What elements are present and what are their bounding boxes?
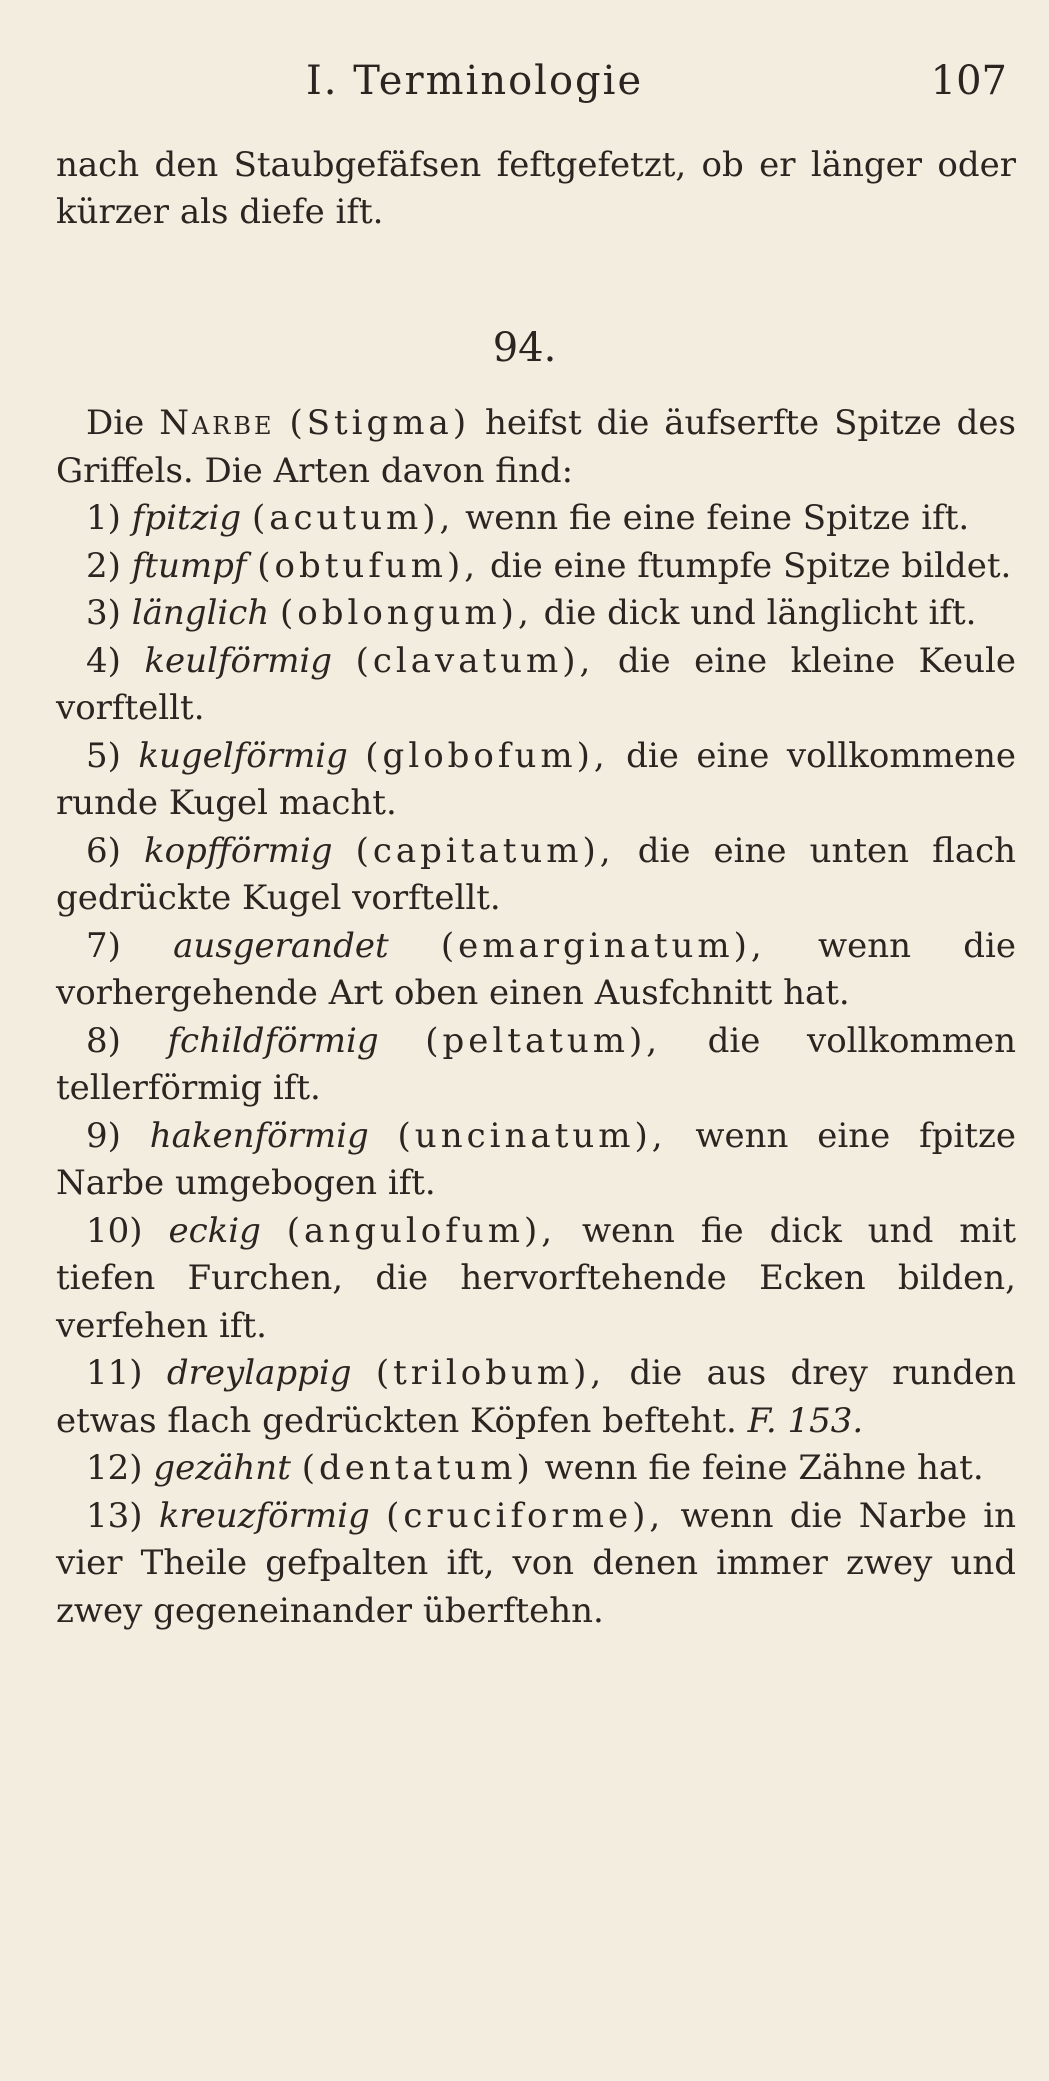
intro-paragraph: nach den Staubgefäfsen feftgefetzt, ob er länger oder kürzer als diefe ift. — [56, 145, 1016, 232]
list-item — [56, 828, 1016, 923]
item-text: die aus drey runden etwas flach gedrückten Köpfen befteht. — [56, 1353, 1016, 1441]
item-text: die vollkommen tellerförmig ift. — [56, 1020, 1016, 1108]
latin-term: (globofum), — [365, 735, 609, 776]
german-term: eckig — [168, 1210, 261, 1251]
german-term: fpitzig — [131, 498, 242, 538]
item-number: 6) — [86, 830, 121, 871]
german-term: hakenförmig — [149, 1115, 369, 1156]
list-item — [56, 1493, 1016, 1636]
latin-term: (obtufum), — [257, 545, 480, 586]
german-term: ftumpf — [131, 545, 247, 586]
german-term: keulförmig — [144, 640, 333, 681]
definition-term: Narbe — [159, 403, 275, 443]
item-text: wenn fie dick und mit tiefen Furchen, die hervorftehende Ecken bilden, verfehen ift. — [56, 1210, 1017, 1346]
german-term: kugelförmig — [138, 735, 348, 776]
german-term: gezähnt — [153, 1448, 291, 1488]
latin-term: (acutum), — [251, 498, 455, 538]
running-header — [0, 58, 1049, 108]
item-number: 5) — [86, 735, 121, 776]
item-number: 10) — [86, 1210, 143, 1251]
list-item — [56, 1018, 1016, 1113]
german-term: kopfförmig — [143, 830, 333, 871]
chapter-title: I. Terminologie — [306, 58, 644, 104]
item-text: wenn fie eine feine Spitze ift. — [465, 498, 970, 538]
list-item — [56, 590, 1016, 638]
definition-pre: Die — [86, 403, 145, 443]
item-number: 2) — [86, 545, 121, 586]
item-number: 11) — [86, 1353, 143, 1393]
item-text: die eine unten flach gedrückte Kugel vorftellt. — [56, 830, 1017, 918]
item-text: die dick und länglicht ift. — [543, 593, 977, 633]
item-number: 12) — [86, 1448, 143, 1488]
section-body — [56, 400, 1016, 1635]
stigma-types-list — [56, 495, 1016, 1635]
latin-term: (cruciforme), — [386, 1495, 665, 1536]
german-term: kreuzförmig — [158, 1495, 370, 1536]
item-number: 4) — [86, 640, 121, 681]
item-number: 7) — [86, 925, 121, 966]
list-item — [56, 1350, 1016, 1445]
german-term: fchildförmig — [167, 1020, 379, 1061]
item-text: die eine vollkommene runde Kugel macht. — [56, 735, 1016, 823]
latin-term: (clavatum), — [355, 640, 595, 681]
definition-latin: (Stigma) — [289, 403, 471, 443]
list-item — [56, 923, 1016, 1018]
latin-term: (oblongum), — [280, 593, 533, 633]
figure-reference: F. 153. — [747, 1400, 864, 1441]
latin-term: (emarginatum), — [440, 925, 766, 966]
list-item — [56, 1113, 1016, 1208]
list-item — [56, 1208, 1016, 1351]
item-number: 13) — [86, 1495, 143, 1536]
page-number: 107 — [930, 58, 1007, 104]
definition-paragraph — [56, 400, 1016, 495]
item-number: 1) — [86, 498, 121, 538]
item-text: die eine ftumpfe Spitze bildet. — [489, 545, 1012, 586]
list-item — [56, 1445, 1016, 1493]
latin-term: (dentatum) — [301, 1448, 534, 1488]
item-text: wenn die Narbe in vier Theile gefpalten ift, von denen immer zwey und zwey gegeneinander überftehn. — [56, 1495, 1017, 1631]
list-item — [56, 543, 1016, 591]
latin-term: (uncinatum), — [397, 1115, 667, 1156]
latin-term: (angulofum), — [286, 1210, 557, 1251]
item-number: 3) — [86, 593, 121, 633]
definition-text: heifst die äufserfte Spitze des Griffels. Die Arten davon find: — [56, 403, 1017, 491]
german-term: länglich — [131, 593, 270, 633]
item-text: wenn eine fpitze Narbe umgebogen ift. — [56, 1115, 1016, 1203]
item-number: 9) — [86, 1115, 121, 1156]
item-text: die eine kleine Keule vorftellt. — [56, 640, 1017, 728]
latin-term: (trilobum), — [375, 1353, 606, 1393]
list-item — [56, 495, 1016, 543]
german-term: dreylappig — [166, 1353, 352, 1393]
section-number: 94. — [492, 325, 557, 371]
latin-term: (capitatum), — [355, 830, 615, 871]
german-term: ausgerandet — [173, 925, 389, 966]
latin-term: (peltatum), — [425, 1020, 662, 1061]
list-item — [56, 733, 1016, 828]
item-number: 8) — [86, 1020, 121, 1061]
list-item — [56, 638, 1016, 733]
item-text: wenn fie feine Zähne hat. — [544, 1448, 984, 1488]
item-text: wenn die vorhergehende Art oben einen Ausfchnitt hat. — [56, 925, 1017, 1013]
